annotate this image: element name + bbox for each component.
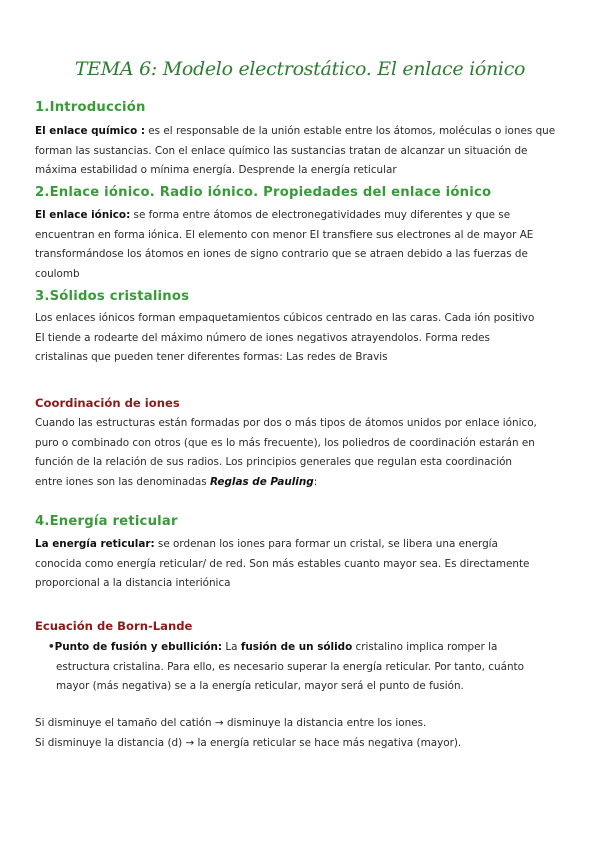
paragraph-coordinacion-iones: Cuando las estructuras están formadas por dos o más tipos de átomos unidos por enlace iónico, puro o combinado con otros (que es lo más frecuente), los poliedros de coordinación estarán en función de la relación de sus radios. Los principios generales que regulan esta coordinación entre iones son las denominadas Reglas de Pauling: bbox=[35, 417, 537, 489]
heading-enlace-ionico: 2.Enlace iónico. Radio iónico. Propiedades del enlace iónico bbox=[35, 185, 492, 200]
bullet-dot: • bbox=[48, 641, 55, 653]
term-punto-fusion: Punto de fusión y ebullición: bbox=[54, 641, 223, 653]
page-title: TEMA 6: Modelo electrostático. El enlace iónico bbox=[74, 58, 526, 80]
heading-solidos-cristalinos: 3.Sólidos cristalinos bbox=[35, 289, 190, 304]
heading-energia-reticular: 4.Energía reticular bbox=[35, 514, 178, 529]
heading-coordinacion-iones: Coordinación de iones bbox=[35, 396, 180, 410]
conclusion-line-1: Si disminuye el tamaño del catión → disminuye la distancia entre los iones. bbox=[35, 717, 427, 729]
conclusion-line-2: Si disminuye la distancia (d) → la energía reticular se hace más negativa (mayor). bbox=[35, 736, 462, 749]
term-fusion-solido: fusión de un sólido bbox=[240, 641, 353, 653]
paragraph-solidos-cristalinos: Los enlaces iónicos forman empaquetamientos cúbicos centrado en las caras. Cada ión positivo EI tiende a rodearte del máximo número de iones negativos atrayendolos. Forma redes cristalinas que pueden tener diferentes formas: Las redes de Bravis bbox=[35, 312, 535, 364]
bullet-punto-fusion: •Punto de fusión y ebullición: La fusión de un sólido cristalino implica romper la estructura cristalina. Para ello, es necesario superar la energía reticular. Por tanto, cuánto mayor (más negativa) se a la energía reticular, mayor será el punto de fusión. bbox=[48, 641, 524, 693]
paragraph-introduccion: El enlace químico : es el responsable de la unión estable entre los átomos, moléculas o iones que forman las sustancias. Con el enlace químico las sustancias tratan de alcanzar un situación de máxima estabilidad o mínima energía. Desprende la energía reticular bbox=[35, 125, 556, 177]
paragraph-energia-reticular: La energía reticular: se ordenan los iones para formar un cristal, se libera una energía conocida como energía reticular/ de red. Son más estables cuanto mayor sea. Es directamente proporcional a la distancia interiónica bbox=[35, 538, 530, 590]
reglas-de-pauling: Reglas de Pauling bbox=[209, 476, 314, 489]
term-enlace-ionico: El enlace iónico: bbox=[35, 209, 131, 221]
term-enlace-quimico: El enlace químico : bbox=[35, 125, 145, 137]
heading-introduccion: 1.Introducción bbox=[35, 100, 146, 115]
paragraph-enlace-ionico: El enlace iónico: se forma entre átomos de electronegatividades muy diferentes y que se encuentran en forma iónica. El elemento con menor EI transfiere sus electrones al de mayor AE transformándose los átomos en iones de signo contrario que se atraen debido a las fuerzas de coulomb bbox=[35, 209, 534, 281]
heading-born-lande: Ecuación de Born-Lande bbox=[35, 619, 193, 633]
term-energia-reticular: La energía reticular: bbox=[35, 538, 155, 550]
paragraph-conclusiones bbox=[35, 714, 575, 753]
